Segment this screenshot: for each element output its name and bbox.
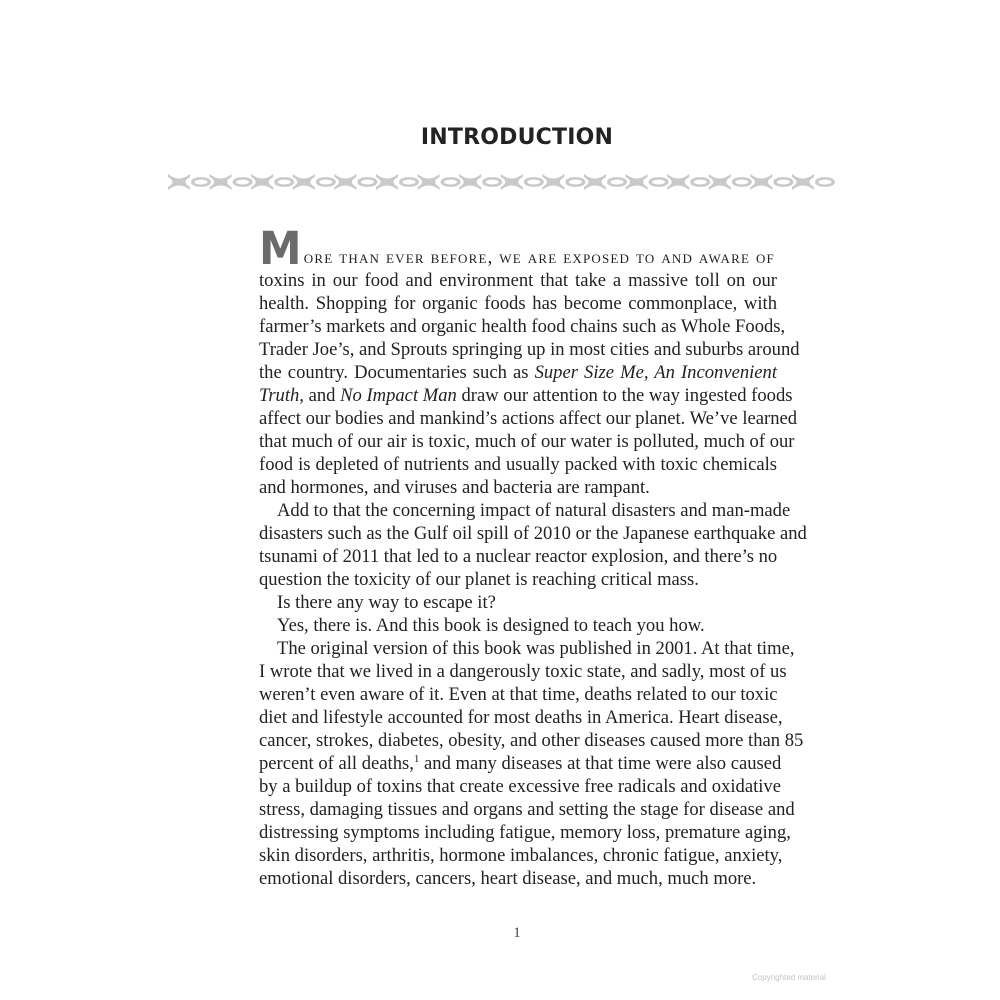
copyright-watermark: Copyrighted material [752, 973, 826, 982]
text-line: The original version of this book was published in 2001. At that time, [277, 638, 795, 659]
paragraph-2 [259, 499, 807, 591]
page-number: 1 [513, 925, 521, 941]
text-line: weren’t even aware of it. Even at that time, deaths related to our toxic [259, 684, 778, 705]
text-line: toxins in our food and environment that take a massive toll on our [259, 270, 777, 291]
film-title-italic: No Impact Man [340, 385, 457, 406]
text-line: diet and lifestyle accounted for most deaths in America. Heart disease, [259, 707, 783, 728]
film-title-italic: Super Size Me, An Inconvenient [534, 362, 777, 383]
text-line: that much of our air is toxic, much of our water is polluted, much of our [259, 431, 795, 452]
footnote-reference[interactable]: 1 [413, 753, 420, 765]
text-line: health. Shopping for organic foods has become commonplace, with [259, 293, 777, 314]
x-o-chain-ornament-icon [168, 172, 836, 192]
text-line [259, 752, 782, 775]
drop-cap: M [259, 222, 301, 275]
text-line: affect our bodies and mankind’s actions affect our planet. We’ve learned [259, 408, 798, 429]
text-segment: the country. Documentaries such as [259, 362, 535, 383]
paragraph-3 [259, 591, 777, 614]
text-line: skin disorders, arthritis, hormone imbalances, chronic fatigue, anxiety, [259, 845, 783, 866]
text-line: disasters such as the Gulf oil spill of 2010 or the Japanese earthquake and [259, 523, 807, 544]
text-line: Add to that the concerning impact of natural disasters and man-made [277, 500, 791, 521]
text-line: I wrote that we lived in a dangerously toxic state, and sadly, most of us [259, 661, 787, 682]
text-line: stress, damaging tissues and organs and setting the stage for disease and [259, 799, 795, 820]
text-line: Is there any way to escape it? [277, 592, 496, 613]
text-line [259, 361, 777, 384]
film-title-italic: Truth, [259, 385, 304, 406]
text-line: and hormones, and viruses and bacteria are rampant. [259, 477, 650, 498]
text-segment: and many diseases at that time were also caused [419, 753, 782, 774]
text-line: Yes, there is. And this book is designed to teach you how. [277, 615, 705, 636]
text-line: question the toxicity of our planet is reaching critical mass. [259, 569, 699, 590]
text-line: distressing symptoms including fatigue, memory loss, premature aging, [259, 822, 791, 843]
text-segment: and [303, 385, 341, 406]
text-line [259, 384, 793, 407]
paragraph-4 [259, 614, 777, 637]
paragraph-1 [259, 222, 800, 499]
paragraph-5 [259, 637, 804, 890]
text-line: emotional disorders, cancers, heart disease, and much, much more. [259, 868, 757, 889]
text-segment: draw our attention to the way ingested foods [456, 385, 793, 406]
text-segment: percent of all deaths, [259, 753, 414, 774]
chapter-title: INTRODUCTION [420, 125, 614, 150]
opening-line [259, 222, 777, 275]
body-text [259, 222, 807, 890]
text-line: Trader Joe’s, and Sprouts springing up in most cities and suburbs around [259, 339, 800, 360]
text-line: farmer’s markets and organic health food chains such as Whole Foods, [259, 316, 786, 337]
text-line: by a buildup of toxins that create excessive free radicals and oxidative [259, 776, 781, 797]
text-line: tsunami of 2011 that led to a nuclear reactor explosion, and there’s no [259, 546, 778, 567]
text-line: cancer, strokes, diabetes, obesity, and other diseases caused more than 85 [259, 730, 804, 751]
opening-smallcaps: ore than ever before, we are exposed to and aware of [303, 247, 775, 268]
text-line: food is depleted of nutrients and usually packed with toxic chemicals [259, 454, 777, 475]
